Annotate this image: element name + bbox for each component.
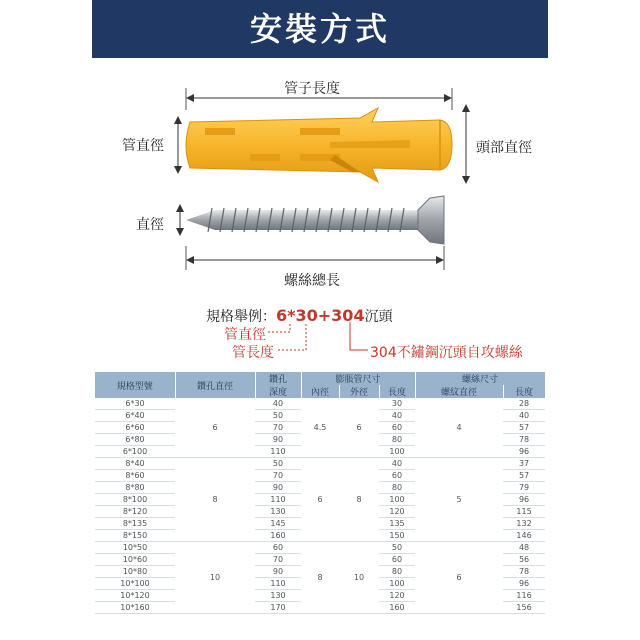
cell-outer: 10	[339, 542, 379, 614]
cell-screw-length: 156	[503, 602, 545, 614]
cell-drill-depth: 145	[255, 518, 301, 530]
th-expansion-group: 膨脹管尺寸	[301, 372, 415, 385]
cell-length: 60	[379, 554, 415, 566]
th-thread: 螺紋直徑	[415, 385, 503, 398]
cell-drill-depth: 110	[255, 446, 301, 458]
spec-table	[95, 372, 546, 614]
cell-drill-depth: 110	[255, 578, 301, 590]
cell-drill-diameter: 10	[175, 542, 255, 614]
cell-screw-length: 48	[503, 542, 545, 554]
cell-drill-diameter: 6	[175, 398, 255, 458]
cell-drill-depth: 60	[255, 542, 301, 554]
cell-drill-depth: 50	[255, 410, 301, 422]
cell-model: 10*80	[95, 566, 175, 578]
cell-model: 10*60	[95, 554, 175, 566]
cell-model: 8*135	[95, 518, 175, 530]
th-drill-depth-2: 深度	[255, 385, 301, 398]
cell-drill-depth: 90	[255, 434, 301, 446]
cell-length: 60	[379, 422, 415, 434]
cell-length: 100	[379, 446, 415, 458]
tube-length-label: 管子長度	[284, 81, 340, 97]
cell-screw-length: 116	[503, 590, 545, 602]
cell-length: 120	[379, 506, 415, 518]
th-screw-group: 螺絲尺寸	[415, 372, 545, 385]
cell-model: 8*100	[95, 494, 175, 506]
head-diameter-label: 頭部直徑	[476, 140, 532, 156]
spec-prefix: 規格舉例：	[206, 309, 276, 325]
spec-suffix: 沉頭	[364, 309, 393, 325]
cell-length: 50	[379, 542, 415, 554]
th-drill-depth-1: 鑽孔	[255, 372, 301, 385]
th-drill-diameter: 鑽孔直徑	[175, 372, 255, 398]
cell-length: 160	[379, 602, 415, 614]
cell-inner: 4.5	[301, 398, 339, 458]
spec-screw-desc: 304不鏽鋼沉頭自攻螺絲	[370, 345, 523, 361]
cell-length: 30	[379, 398, 415, 410]
cell-model: 8*60	[95, 470, 175, 482]
spec-tube-diameter: 管直徑	[224, 327, 266, 343]
th-screw-length: 長度	[503, 385, 545, 398]
cell-length: 150	[379, 530, 415, 542]
cell-model: 8*120	[95, 506, 175, 518]
screw-diameter-label: 直徑	[136, 217, 164, 233]
cell-screw-length: 57	[503, 470, 545, 482]
cell-length: 135	[379, 518, 415, 530]
cell-outer: 8	[339, 458, 379, 542]
cell-inner: 8	[301, 542, 339, 614]
spec-code: 6*30+304	[276, 306, 365, 325]
cell-screw-length: 79	[503, 482, 545, 494]
cell-drill-depth: 130	[255, 506, 301, 518]
th-inner: 內徑	[301, 385, 339, 398]
cell-length: 100	[379, 578, 415, 590]
cell-drill-depth: 90	[255, 566, 301, 578]
cell-model: 10*120	[95, 590, 175, 602]
th-model: 規格型號	[95, 372, 175, 398]
cell-drill-depth: 50	[255, 458, 301, 470]
cell-model: 8*80	[95, 482, 175, 494]
cell-screw-length: 146	[503, 530, 545, 542]
th-outer: 外徑	[339, 385, 379, 398]
cell-drill-depth: 40	[255, 398, 301, 410]
cell-drill-depth: 70	[255, 470, 301, 482]
cell-length: 80	[379, 482, 415, 494]
cell-model: 6*80	[95, 434, 175, 446]
page-title: 安裝方式	[249, 10, 390, 48]
cell-outer: 6	[339, 398, 379, 458]
cell-drill-diameter: 8	[175, 458, 255, 542]
tube-diameter-label: 管直徑	[122, 138, 164, 154]
cell-screw-length: 78	[503, 434, 545, 446]
cell-length: 100	[379, 494, 415, 506]
spec-tube-length: 管長度	[232, 345, 274, 361]
cell-screw-length: 37	[503, 458, 545, 470]
cell-length: 120	[379, 590, 415, 602]
cell-drill-depth: 170	[255, 602, 301, 614]
table-row	[95, 458, 545, 470]
cell-model: 6*60	[95, 422, 175, 434]
cell-inner: 6	[301, 458, 339, 542]
cell-drill-depth: 90	[255, 482, 301, 494]
cell-drill-depth: 70	[255, 554, 301, 566]
cell-model: 6*40	[95, 410, 175, 422]
cell-drill-depth: 70	[255, 422, 301, 434]
th-length: 長度	[379, 385, 415, 398]
cell-thread: 6	[415, 542, 503, 614]
cell-thread: 4	[415, 398, 503, 458]
spec-table-body	[95, 398, 545, 614]
screw-length-label: 螺絲總長	[284, 273, 340, 289]
cell-screw-length: 96	[503, 494, 545, 506]
cell-length: 80	[379, 566, 415, 578]
cell-model: 10*50	[95, 542, 175, 554]
cell-screw-length: 96	[503, 578, 545, 590]
cell-drill-depth: 160	[255, 530, 301, 542]
cell-model: 8*150	[95, 530, 175, 542]
cell-screw-length: 132	[503, 518, 545, 530]
table-row	[95, 398, 545, 410]
cell-screw-length: 56	[503, 554, 545, 566]
cell-model: 10*100	[95, 578, 175, 590]
cell-length: 80	[379, 434, 415, 446]
cell-model: 8*40	[95, 458, 175, 470]
cell-model: 6*30	[95, 398, 175, 410]
cell-drill-depth: 110	[255, 494, 301, 506]
cell-screw-length: 28	[503, 398, 545, 410]
cell-screw-length: 57	[503, 422, 545, 434]
table-row	[95, 542, 545, 554]
cell-thread: 5	[415, 458, 503, 542]
cell-screw-length: 96	[503, 446, 545, 458]
cell-screw-length: 40	[503, 410, 545, 422]
cell-screw-length: 115	[503, 506, 545, 518]
cell-model: 6*100	[95, 446, 175, 458]
cell-model: 10*160	[95, 602, 175, 614]
cell-length: 60	[379, 470, 415, 482]
cell-length: 40	[379, 458, 415, 470]
spec-table-wrap	[95, 372, 545, 614]
cell-length: 40	[379, 410, 415, 422]
cell-drill-depth: 130	[255, 590, 301, 602]
cell-screw-length: 78	[503, 566, 545, 578]
